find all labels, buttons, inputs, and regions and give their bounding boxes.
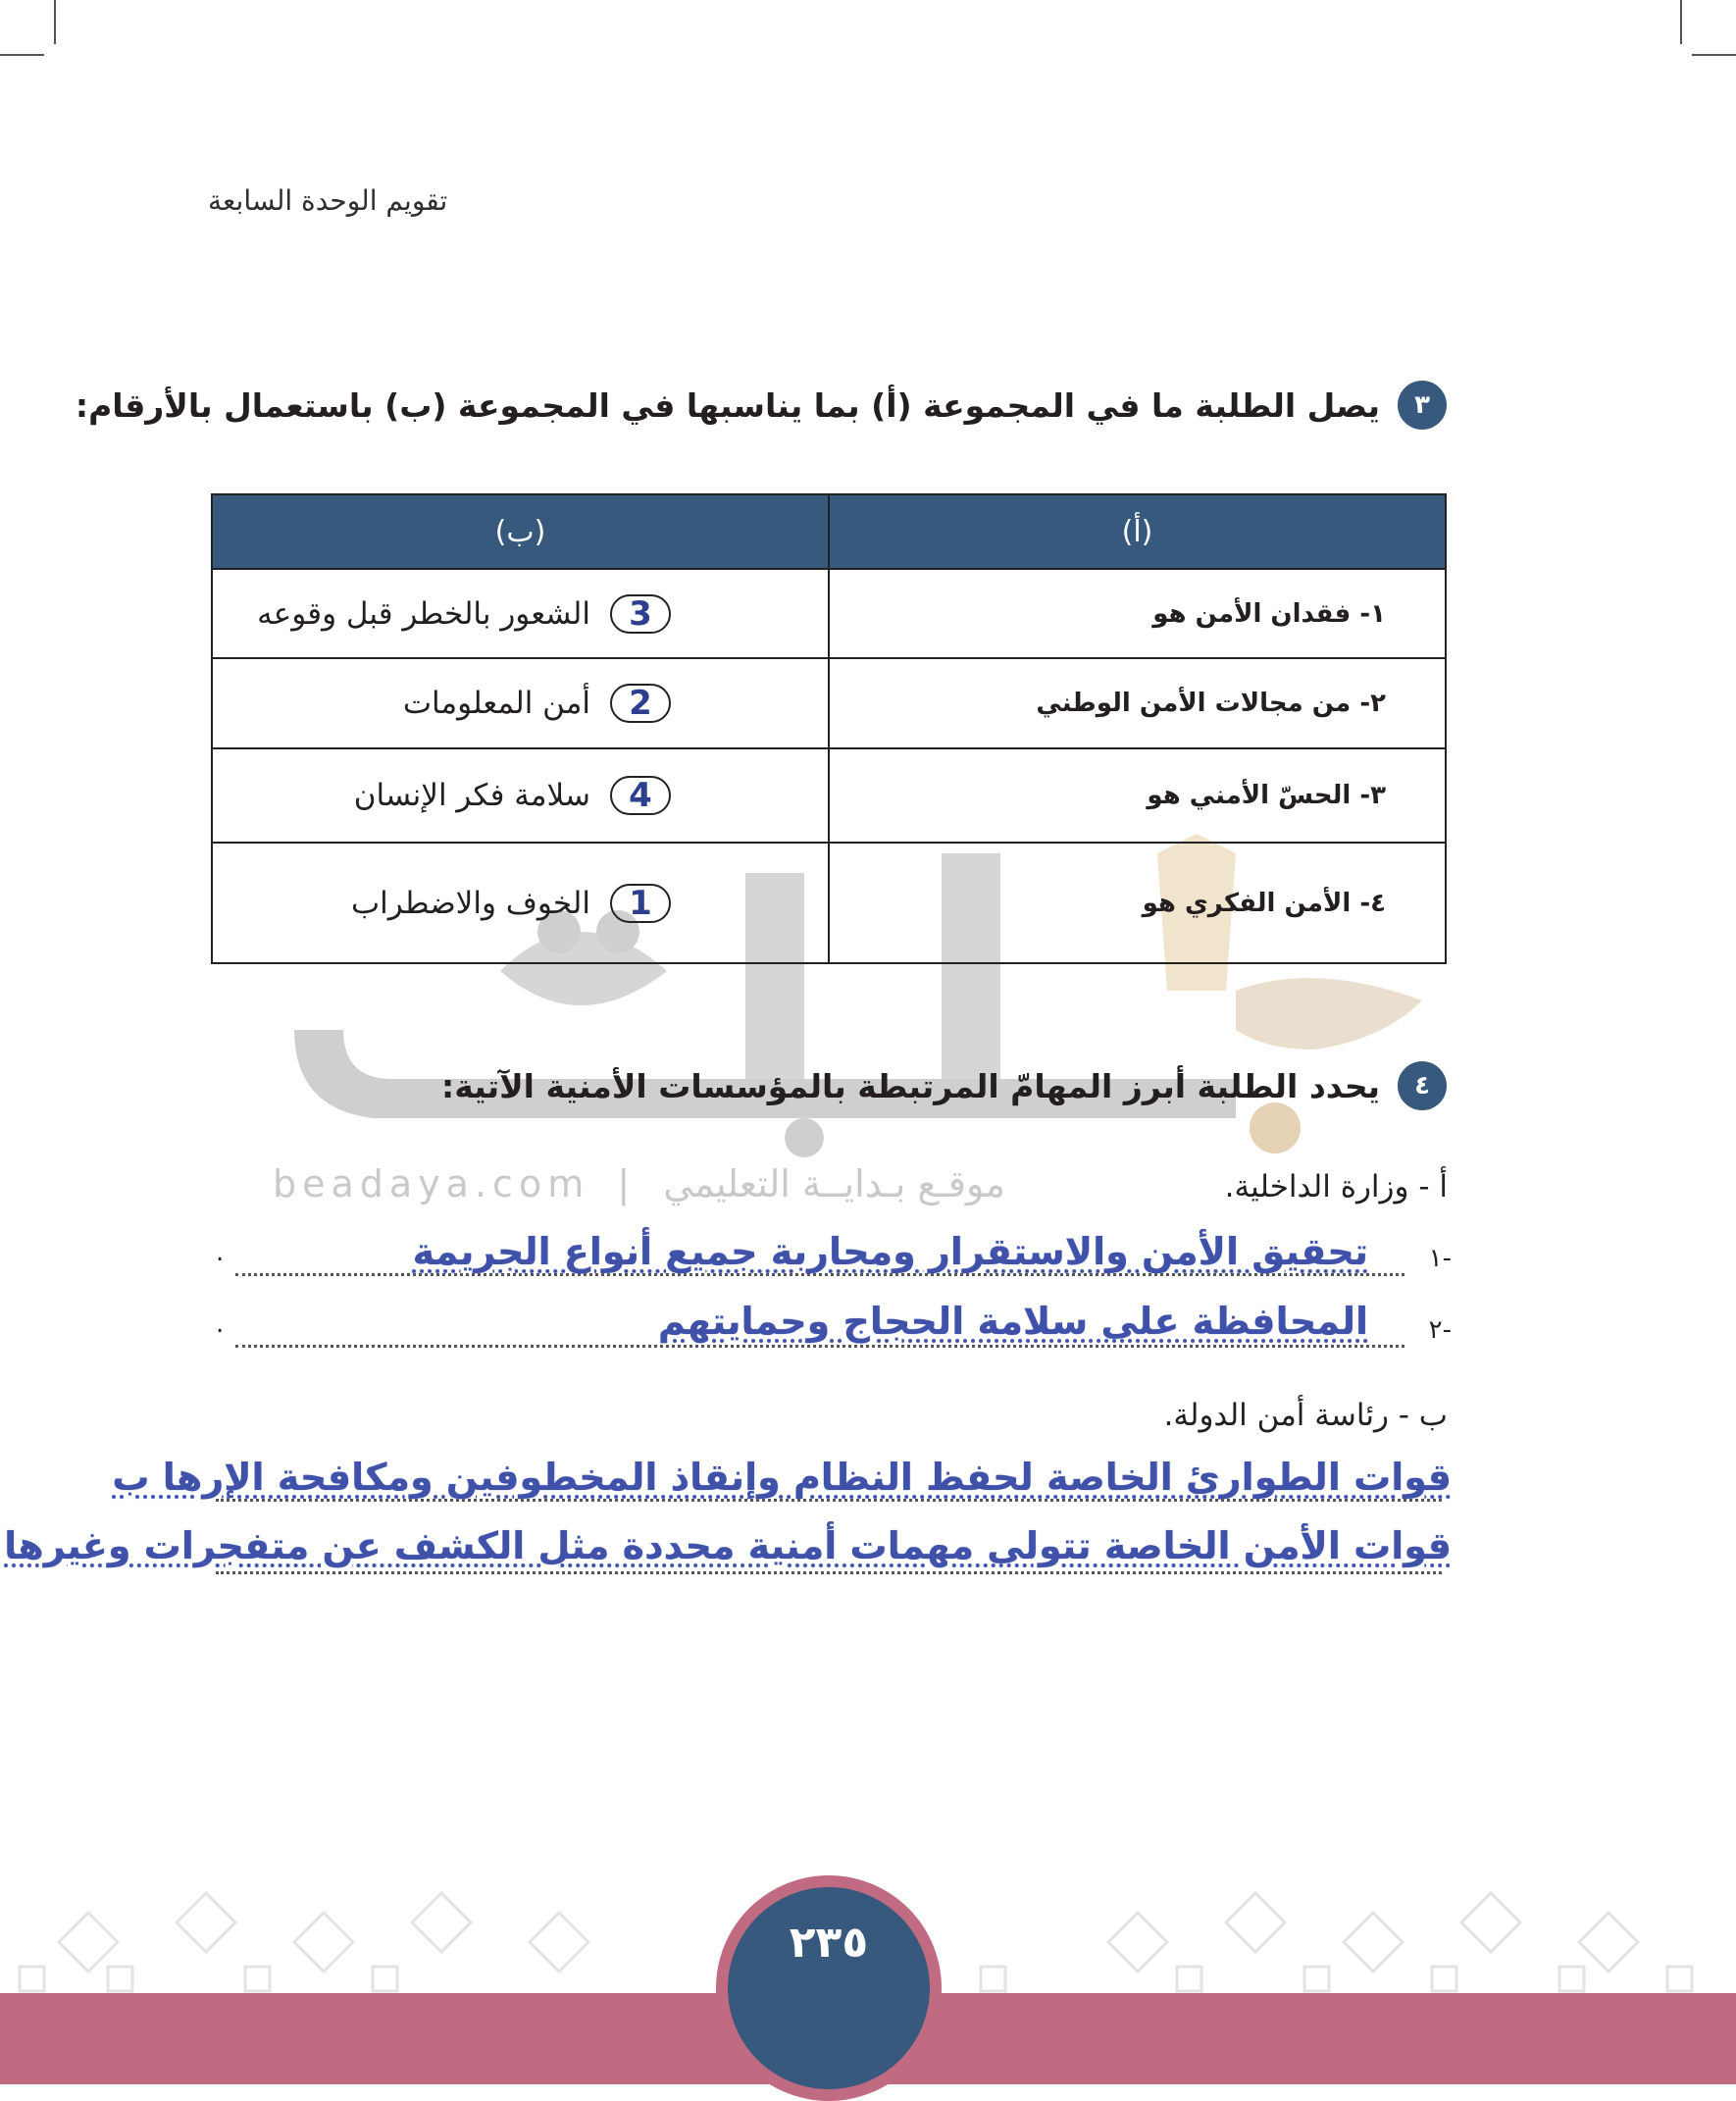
table-cell-a: ١- فقدان الأمن هو [829, 569, 1446, 658]
watermark-site: beadaya.com [273, 1162, 590, 1205]
table-row [212, 843, 1446, 963]
dotted-line [216, 1571, 1442, 1574]
table-row [212, 748, 1446, 843]
watermark-tagline: موقـع بـدايــة التعليمي [663, 1162, 1005, 1205]
answer-number: 2 [610, 684, 671, 723]
line-number: ٢- [1428, 1315, 1452, 1345]
crop-mark [1692, 54, 1736, 56]
table-cell-a: ٣- الحسّ الأمني هو [829, 748, 1446, 843]
table-cell-b-text: أمن المعلومات [402, 686, 590, 721]
part-b-line-2 [4, 1524, 1452, 1577]
answer-number: 1 [610, 884, 671, 923]
table-cell-a: ٢- من مجالات الأمن الوطني [829, 658, 1446, 748]
matching-table [211, 493, 1447, 964]
line-end: . [216, 1238, 225, 1267]
table-cell-b [212, 569, 829, 658]
question-4-prompt: يحدد الطلبة أبرز المهامّ المرتبطة بالمؤسسات الأمنية الآتية: [441, 1066, 1380, 1105]
part-a-label: أ - وزارة الداخلية. [1224, 1169, 1448, 1204]
part-a-line-1 [216, 1230, 1452, 1287]
question-4-header [441, 1061, 1447, 1110]
handwritten-answer: تحقيق الأمن والاستقرار ومحاربة جميع أنواع الجريمة [412, 1230, 1368, 1273]
crop-mark [54, 0, 56, 44]
crop-mark [0, 54, 44, 56]
table-cell-b-text: الشعور بالخطر قبل وقوعه [257, 595, 590, 632]
page-number: ٢٣٥ [789, 1918, 869, 1968]
table-cell-b [212, 748, 829, 843]
table-row [212, 658, 1446, 748]
table-cell-b [212, 843, 829, 963]
dotted-line [235, 1345, 1404, 1348]
line-end: . [216, 1309, 225, 1339]
column-a-header: (أ) [829, 494, 1446, 569]
page-number-badge [716, 1875, 942, 2101]
handwritten-answer: قوات الطوارئ الخاصة لحفظ النظام وإنقاذ المخطوفين ومكافحة الإرها ب [112, 1456, 1452, 1499]
question-3-prompt: يصل الطلبة ما في المجموعة (أ) بما يناسبها في المجموعة (ب) باستعمال بالأرقام: [75, 385, 1380, 425]
watermark-site-line [273, 1162, 1005, 1205]
table-cell-b-text: الخوف والاضطراب [351, 885, 590, 921]
table-row [212, 569, 1446, 658]
question-3-badge: ٣ [1398, 381, 1447, 430]
column-b-header: (ب) [212, 494, 829, 569]
answer-number: 4 [610, 776, 671, 815]
handwritten-answer: قوات الأمن الخاصة تتولى مهمات أمنية محددة مثل الكشف عن متفجرات وغيرها [4, 1524, 1452, 1567]
question-4-badge: ٤ [1398, 1061, 1447, 1110]
handwritten-answer: المحافظة على سلامة الحجاج وحمايتهم [657, 1300, 1368, 1343]
dotted-line [216, 1499, 1442, 1502]
table-cell-a: ٤- الأمن الفكري هو [829, 843, 1446, 963]
table-cell-b [212, 658, 829, 748]
part-b-line-1 [112, 1456, 1452, 1509]
crop-mark [1680, 0, 1682, 44]
part-b-label: ب - رئاسة أمن الدولة. [1163, 1398, 1448, 1433]
watermark-separator: | [617, 1162, 637, 1205]
unit-title: تقويم الوحدة السابعة [208, 184, 448, 217]
question-3-header [76, 381, 1447, 430]
dotted-line [235, 1273, 1404, 1276]
part-a-line-2 [216, 1300, 1452, 1358]
line-number: ١- [1428, 1244, 1452, 1273]
answer-number: 3 [610, 594, 671, 634]
table-cell-b-text: سلامة فكر الإنسان [353, 778, 590, 813]
